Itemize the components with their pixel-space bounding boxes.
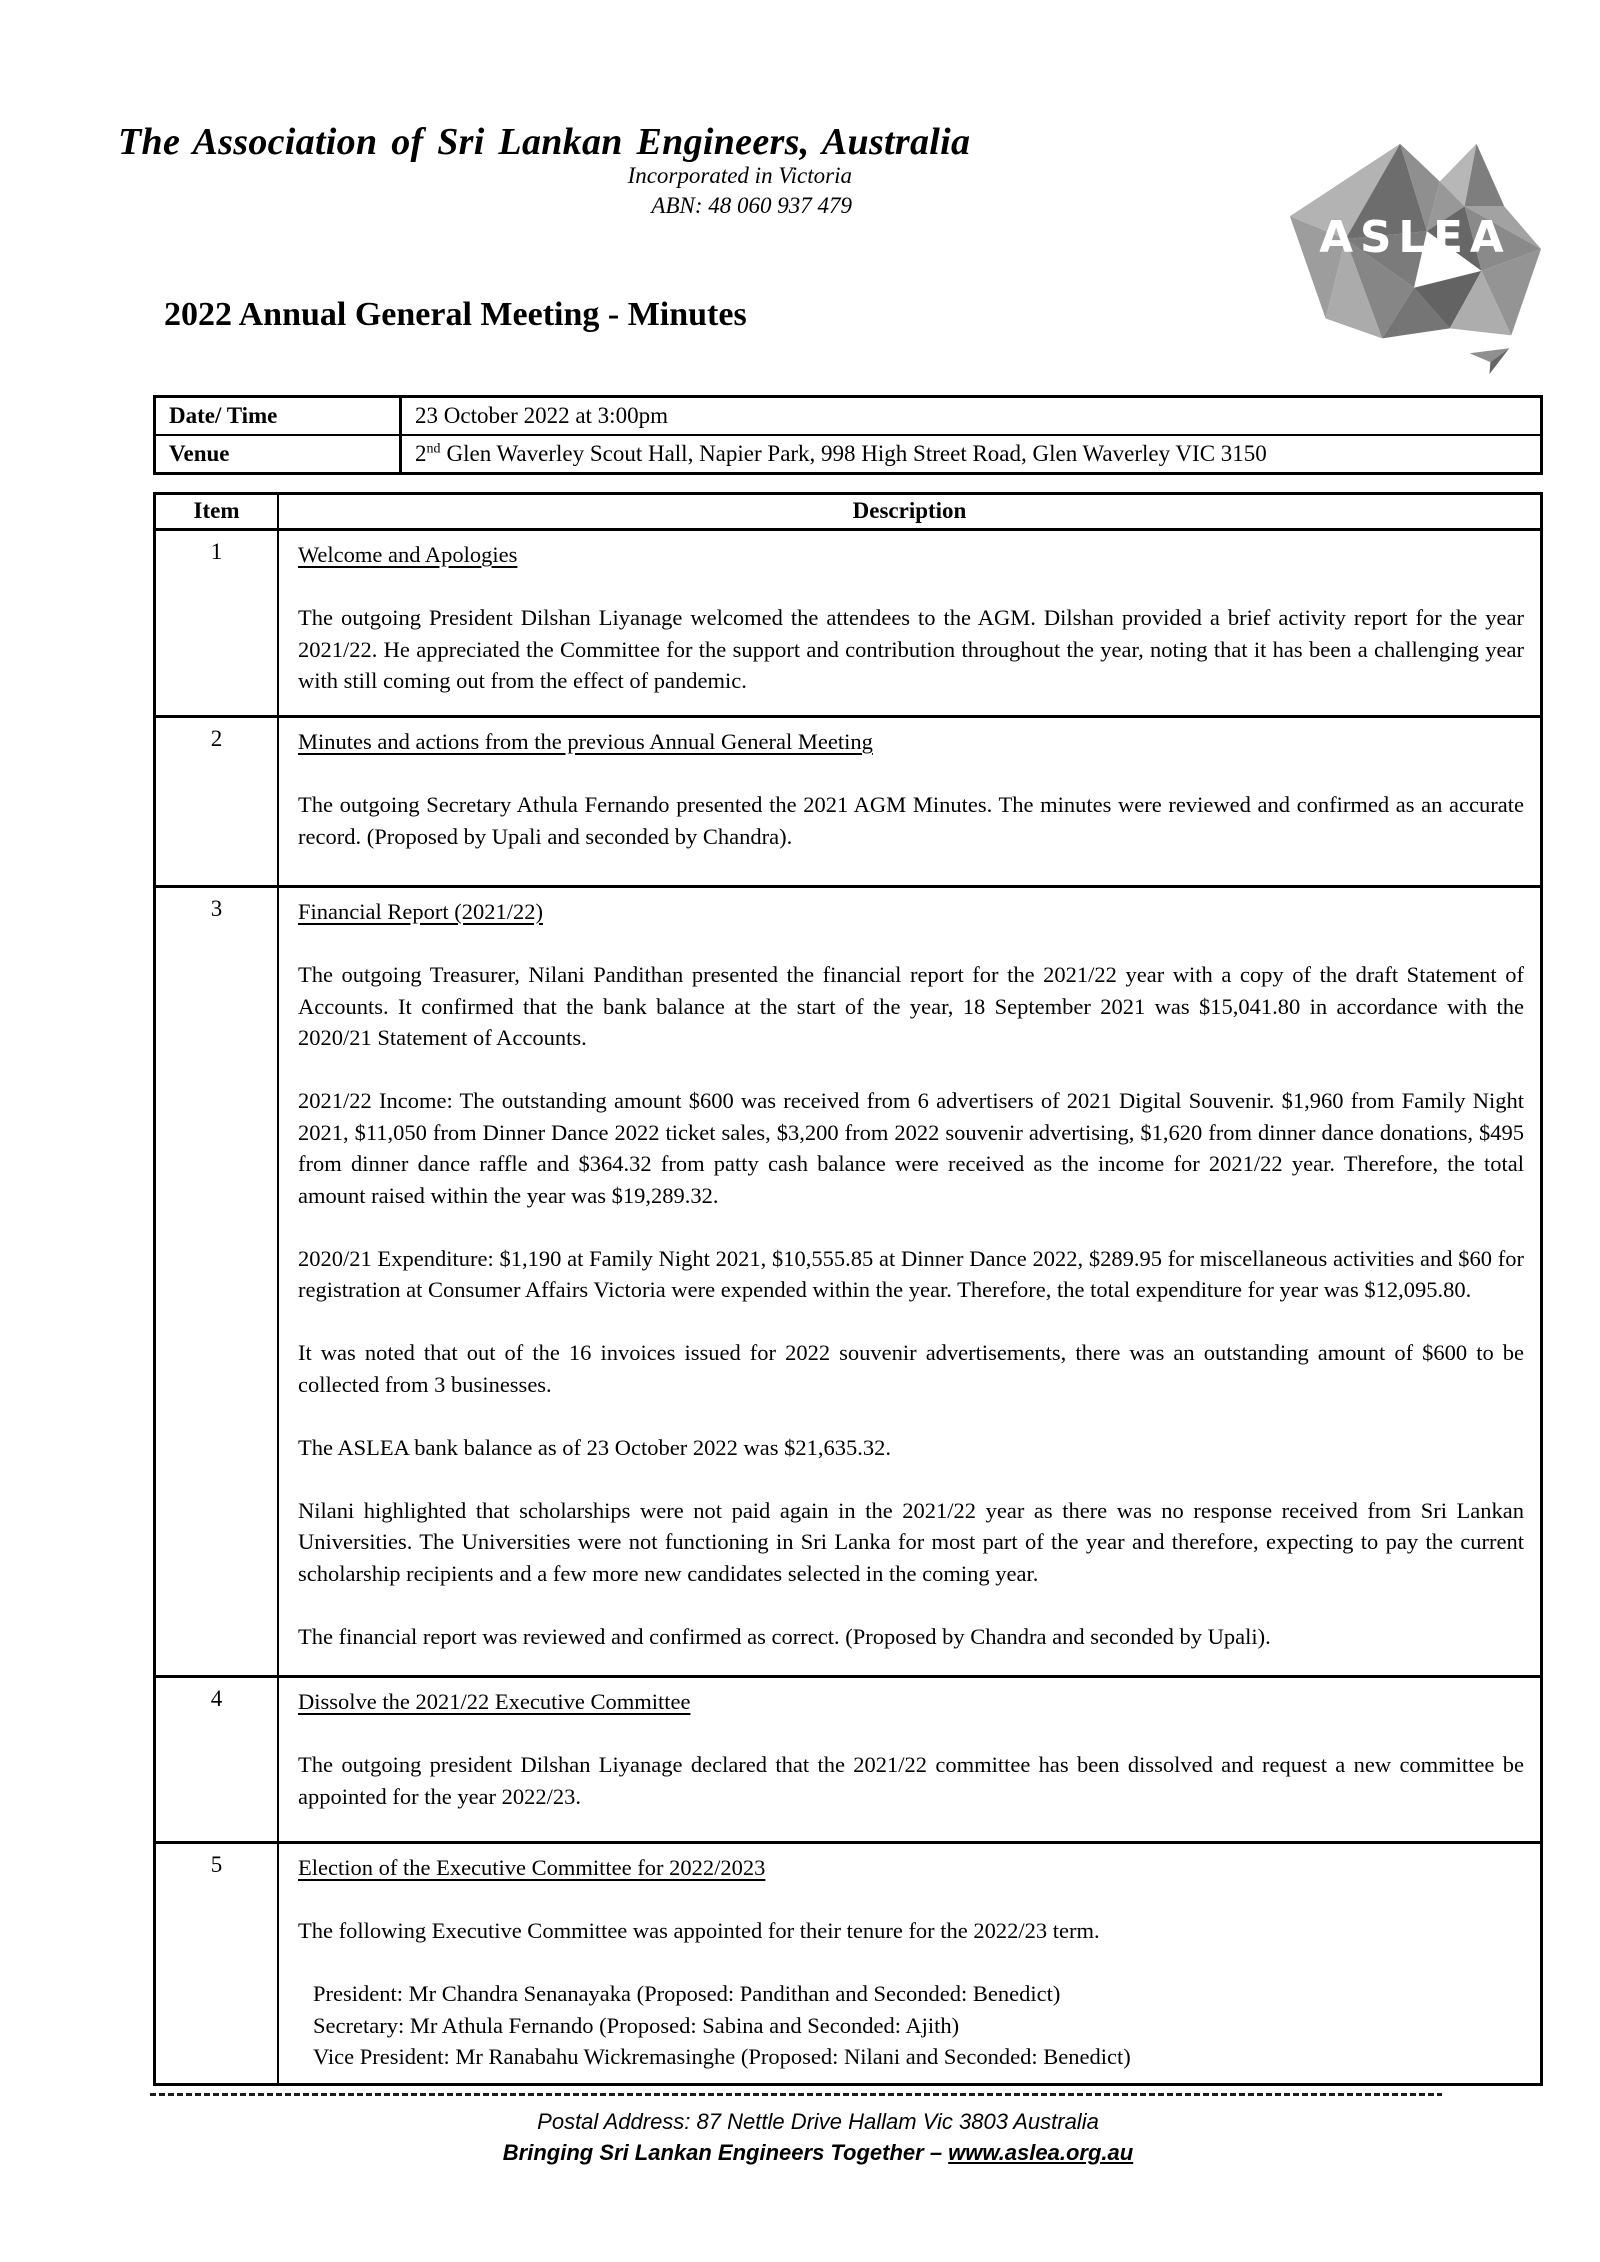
date-time-label: Date/ Time xyxy=(156,398,402,434)
committee-list-item: Secretary: Mr Athula Fernando (Proposed: Sabina and Seconded: Ajith) xyxy=(313,2012,960,2038)
aslea-australia-logo-icon xyxy=(1278,110,1546,392)
abn-line: ABN: 48 060 937 479 xyxy=(651,193,852,218)
section-paragraph: The outgoing President Dilshan Liyanage welcomed the attendees to the AGM. Dilshan provided a brief activity report for the year 2021/22. He appreciated the Committee for the support and contribution throughout the year, noting that it has been a challenging year with still coming out from the effect of pandemic. xyxy=(298,605,1524,693)
description-cell xyxy=(279,531,1540,715)
minutes-table xyxy=(153,492,1543,2086)
description-cell xyxy=(279,888,1540,1675)
section-paragraph: The following Executive Committee was appointed for their tenure for the 2022/23 term. xyxy=(298,1918,1100,1943)
description-cell xyxy=(279,1678,1540,1841)
footer-tagline xyxy=(153,2137,1483,2168)
venue-ordinal: nd xyxy=(426,441,441,457)
item-number: 1 xyxy=(156,531,279,715)
doc-title: 2022 Annual General Meeting - Minutes xyxy=(164,296,747,333)
table-row-3 xyxy=(156,885,1540,1675)
footer-divider xyxy=(150,2093,1442,2096)
committee-list-item: President: Mr Chandra Senanayaka (Proposed: Pandithan and Seconded: Benedict) xyxy=(313,1981,1061,2006)
venue-value xyxy=(402,436,1540,472)
logo-wordmark: ASLEA xyxy=(1319,211,1511,263)
table-row-2 xyxy=(156,715,1540,885)
section-heading: Dissolve the 2021/22 Executive Committee xyxy=(298,1689,691,1714)
section-paragraph: 2021/22 Income: The outstanding amount $600 was received from 6 advertisers of 2021 Digital Souvenir. $1,960 from Family Night 2021, $11,050 from Dinner Dance 2022 ticket sales, $3,200 from 2022 souvenir advertising, $1,620 from dinner dance donations, $495 from dinner dance raffle and $364.32 from patty cash balance were received as the income for 2021/22 year. Therefore, the total amount raised within the year was $19,289.32. xyxy=(298,1088,1524,1208)
section-paragraph: 2020/21 Expenditure: $1,190 at Family Night 2021, $10,555.85 at Dinner Dance 2022, $289.95 for miscellaneous activities and $60 for registration at Consumer Affairs Victoria were expended within the year. Therefore, the total expenditure for year was $12,095.80. xyxy=(298,1245,1524,1302)
section-paragraph: The outgoing Treasurer, Nilani Pandithan presented the financial report for the 2021/22 year with a copy of the draft Statement of Accounts. It confirmed that the bank balance at the start of the year, 18 September 2021 was $15,041.80 in accordance with the 2020/21 Statement of Accounts. xyxy=(298,962,1524,1050)
section-paragraph: The outgoing Secretary Athula Fernando presented the 2021 AGM Minutes. The minutes were reviewed and confirmed as an accurate record. (Proposed by Upali and seconded by Chandra). xyxy=(298,792,1524,849)
item-number: 5 xyxy=(156,1844,279,2083)
org-title: The Association of Sri Lankan Engineers, Australia xyxy=(118,121,971,163)
table-row-4 xyxy=(156,1675,1540,1841)
venue-number: 2 xyxy=(415,441,427,466)
description-cell xyxy=(279,718,1540,885)
footer-url: www.aslea.org.au xyxy=(948,2140,1134,2165)
section-heading: Financial Report (2021/22) xyxy=(298,899,543,924)
section-paragraph: The outgoing president Dilshan Liyanage declared that the 2021/22 committee has been dissolved and request a new committee be appointed for the year 2022/23. xyxy=(298,1752,1524,1809)
meta-row-venue xyxy=(156,434,1540,472)
incorporated-line: Incorporated in Victoria xyxy=(627,163,852,188)
section-heading: Welcome and Apologies xyxy=(298,542,518,567)
item-number: 3 xyxy=(156,888,279,1675)
meta-table xyxy=(153,395,1543,475)
table-row-1 xyxy=(156,531,1540,715)
venue-label: Venue xyxy=(156,436,402,472)
meta-row-datetime xyxy=(156,398,1540,434)
date-time-value: 23 October 2022 at 3:00pm xyxy=(415,403,668,428)
footer xyxy=(153,2106,1483,2168)
section-paragraph: It was noted that out of the 16 invoices issued for 2022 souvenir advertisements, there was an outstanding amount of $600 to be collected from 3 businesses. xyxy=(298,1340,1524,1397)
incorporation-block xyxy=(400,161,852,221)
committee-list xyxy=(298,1978,1524,2073)
footer-postal-address: Postal Address: 87 Nettle Drive Hallam Vic 3803 Australia xyxy=(537,2109,1099,2134)
venue-address: Glen Waverley Scout Hall, Napier Park, 998 High Street Road, Glen Waverley VIC 3150 xyxy=(446,441,1267,466)
section-paragraph: The financial report was reviewed and confirmed as correct. (Proposed by Chandra and seconded by Upali). xyxy=(298,1623,1271,1649)
footer-tagline-text: Bringing Sri Lankan Engineers Together – xyxy=(502,2140,949,2165)
item-number: 2 xyxy=(156,718,279,885)
section-heading: Election of the Executive Committee for 2022/2023 xyxy=(298,1855,766,1880)
description-cell xyxy=(279,1844,1540,2083)
section-paragraph: Nilani highlighted that scholarships were not paid again in the 2021/22 year as there was no response received from Sri Lankan Universities. The Universities were not functioning in Sri Lanka for most part of the year and therefore, expecting to pay the current scholarship recipients and a few more new candidates selected in the coming year. xyxy=(298,1497,1524,1586)
section-paragraph: The ASLEA bank balance as of 23 October 2022 was $21,635.32. xyxy=(298,1434,891,1460)
table-row-5 xyxy=(156,1841,1540,2083)
description-column-header: Description xyxy=(852,498,967,523)
item-number: 4 xyxy=(156,1678,279,1841)
item-column-header: Item xyxy=(156,495,279,528)
committee-list-item: Vice President: Mr Ranabahu Wickremasinghe (Proposed: Nilani and Seconded: Benedict) xyxy=(313,2044,1131,2069)
table-header-row xyxy=(156,495,1540,531)
section-heading: Minutes and actions from the previous Annual General Meeting xyxy=(298,729,873,754)
